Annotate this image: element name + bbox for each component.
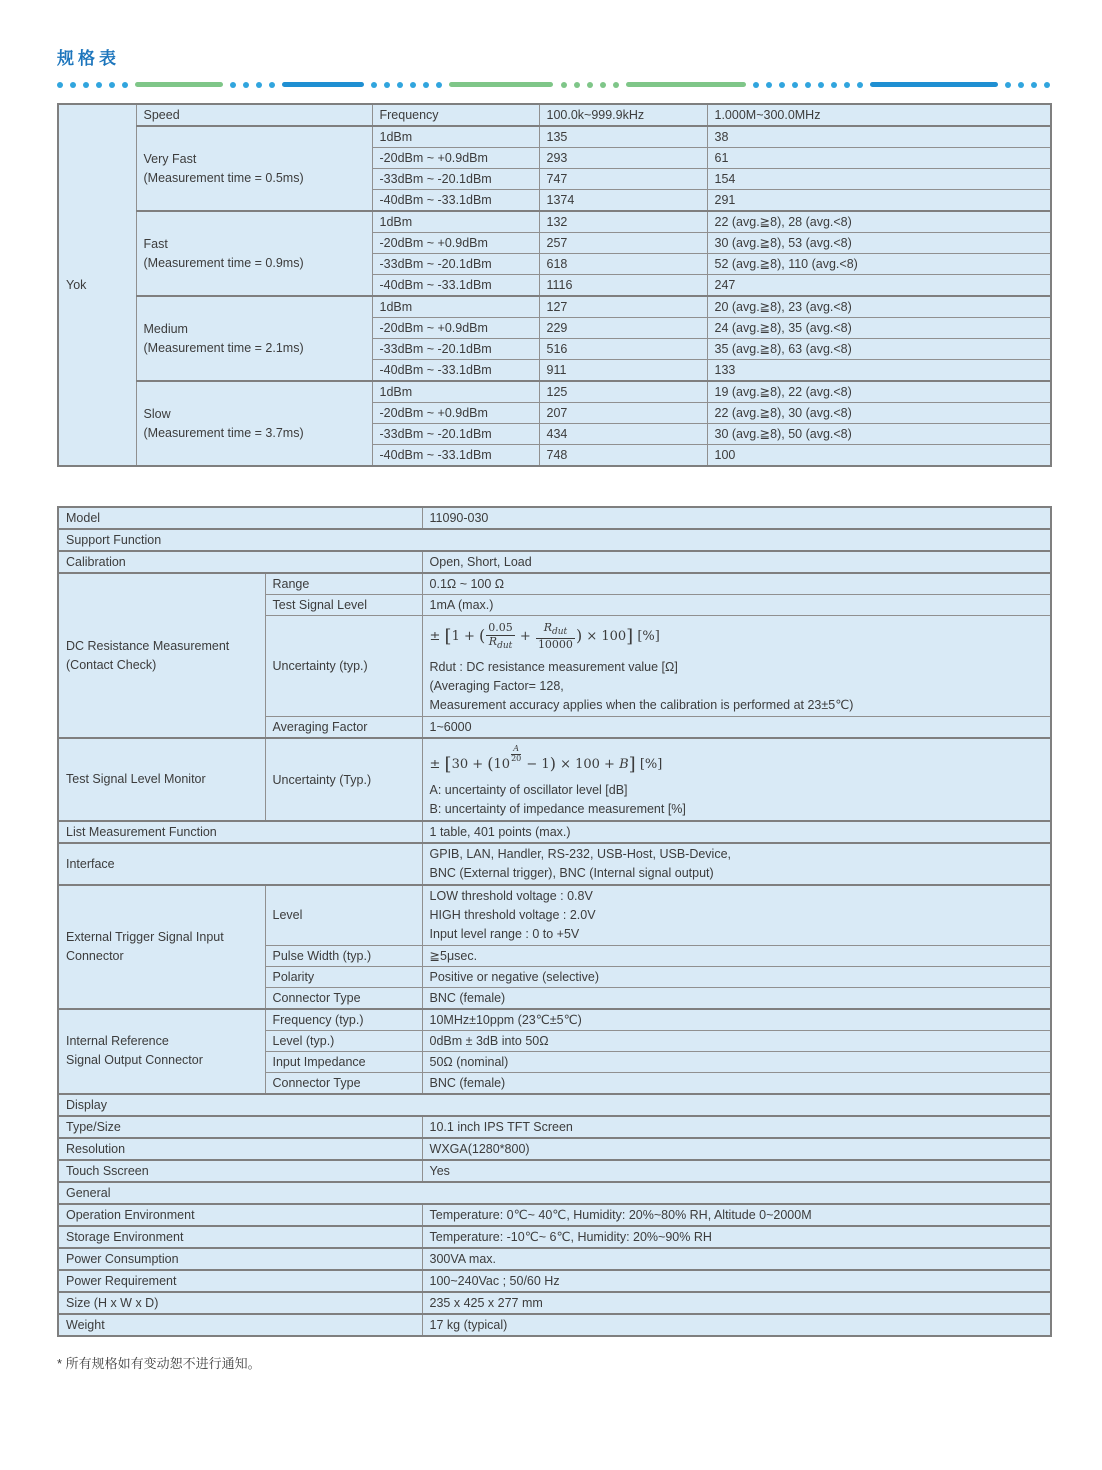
speed-range-cell: -33dBm ~ -20.1dBm <box>372 339 539 360</box>
speed-count-cell: 154 <box>707 169 1051 190</box>
spec-value-cell <box>422 885 1051 946</box>
spec-group-label-line: Test Signal Level Monitor <box>66 772 206 787</box>
deco-dot <box>1044 82 1050 88</box>
speed-group-name: Very Fast <box>143 151 197 166</box>
formula-paren: ) <box>549 753 556 773</box>
spec-sublabel-cell: Connector Type <box>265 1072 422 1094</box>
formula-variable: R <box>488 634 498 648</box>
formula-variable: B <box>619 756 629 772</box>
speed-header-cell: Frequency <box>372 104 539 126</box>
speed-range-cell: -20dBm ~ +0.9dBm <box>372 403 539 424</box>
spec-value-cell: Temperature: -10℃~ 6℃, Humidity: 20%~90% RH <box>422 1226 1051 1248</box>
speed-data-row <box>58 211 1051 233</box>
spec-row <box>58 1138 1051 1160</box>
speed-range-cell: -40dBm ~ -33.1dBm <box>372 190 539 212</box>
formula-paren: ( <box>479 626 486 646</box>
deco-dash <box>870 82 998 87</box>
formula-text: ± <box>429 756 445 772</box>
spec-row <box>58 1292 1051 1314</box>
deco-dot <box>779 82 785 88</box>
deco-dot-group <box>57 82 128 88</box>
speed-range-cell: 1dBm <box>372 381 539 403</box>
spec-value-cell <box>422 843 1051 885</box>
formula-subscript: dut <box>551 627 568 638</box>
fraction-numerator <box>536 622 575 639</box>
spec-value-line: Input level range : 0 to +5V <box>429 926 580 941</box>
deco-dash <box>449 82 553 87</box>
deco-dot <box>574 82 580 88</box>
formula-bracket: ] <box>628 753 636 775</box>
spec-sublabel-cell: Frequency (typ.) <box>265 1009 422 1031</box>
speed-range-cell: 1dBm <box>372 296 539 318</box>
speed-count-cell: 132 <box>539 211 707 233</box>
speed-count-cell: 257 <box>539 233 707 254</box>
spec-sheet-page <box>57 44 1050 1372</box>
spec-sublabel-cell: Pulse Width (typ.) <box>265 945 422 966</box>
spec-row <box>58 1116 1051 1138</box>
formula-expression <box>430 740 1044 777</box>
speed-range-cell: -40dBm ~ -33.1dBm <box>372 445 539 467</box>
spec-sublabel-cell: Uncertainty (Typ.) <box>265 738 422 821</box>
spec-value-cell: BNC (female) <box>422 1072 1051 1094</box>
speed-count-cell: 229 <box>539 318 707 339</box>
spec-label-cell: Operation Environment <box>58 1204 422 1226</box>
spec-value-line: HIGH threshold voltage : 2.0V <box>429 907 596 922</box>
speed-group-name: Medium <box>143 321 188 336</box>
deco-dot <box>600 82 606 88</box>
deco-dot <box>397 82 403 88</box>
formula-text: 10000 <box>537 637 573 651</box>
speed-count-cell: 434 <box>539 424 707 445</box>
spec-group-label-line: (Contact Check) <box>66 657 157 672</box>
deco-dot <box>371 82 377 88</box>
speed-group-time: (Measurement time = 0.5ms) <box>143 170 304 185</box>
spec-value-cell: 1 table, 401 points (max.) <box>422 821 1051 843</box>
speed-range-cell: 1dBm <box>372 126 539 148</box>
speed-count-cell: 22 (avg.≧8), 30 (avg.<8) <box>707 403 1051 424</box>
fraction-denominator: 20 <box>511 753 522 763</box>
deco-dot <box>844 82 850 88</box>
speed-range-cell: -20dBm ~ +0.9dBm <box>372 148 539 169</box>
spec-sublabel-cell: Test Signal Level <box>265 595 422 616</box>
spec-row <box>58 1248 1051 1270</box>
speed-group-time: (Measurement time = 3.7ms) <box>143 425 304 440</box>
speed-count-cell: 133 <box>707 360 1051 382</box>
deco-dot <box>96 82 102 88</box>
speed-range-cell: 1dBm <box>372 211 539 233</box>
spec-section-header: Display <box>58 1094 1051 1116</box>
speed-range-cell: -33dBm ~ -20.1dBm <box>372 169 539 190</box>
formula-text: × 100 + <box>555 756 620 772</box>
spec-subrow <box>58 573 1051 595</box>
spec-subrow <box>58 885 1051 946</box>
deco-dot-group <box>230 82 275 88</box>
deco-dot <box>269 82 275 88</box>
speed-header-cell: 100.0k~999.9kHz <box>539 104 707 126</box>
deco-dot <box>766 82 772 88</box>
formula-paren: ) <box>575 626 583 646</box>
speed-count-cell: 61 <box>707 148 1051 169</box>
speed-data-row <box>58 381 1051 403</box>
formula-text: [%] <box>633 629 660 645</box>
spec-value-cell <box>422 616 1051 717</box>
spec-group-label <box>58 573 265 738</box>
deco-dot <box>753 82 759 88</box>
formula-fraction <box>535 622 576 651</box>
deco-dot <box>423 82 429 88</box>
spec-value-cell: ≧5μsec. <box>422 945 1051 966</box>
deco-dot <box>1031 82 1037 88</box>
page-title: 规格表 <box>57 49 120 68</box>
spec-subrow <box>58 1009 1051 1031</box>
speed-group-label <box>136 381 372 466</box>
spec-value-cell: 50Ω (nominal) <box>422 1051 1051 1072</box>
formula-text: 30 + <box>451 756 488 772</box>
spec-row <box>58 1314 1051 1336</box>
speed-count-cell: 30 (avg.≧8), 50 (avg.<8) <box>707 424 1051 445</box>
spec-section-row <box>58 529 1051 551</box>
fraction-denominator <box>486 636 515 652</box>
formula-text: 0.05 <box>488 621 513 634</box>
speed-count-cell: 125 <box>539 381 707 403</box>
formula-note-line: Rdut : DC resistance measurement value [Ω] <box>429 660 678 675</box>
speed-count-cell: 618 <box>539 254 707 275</box>
speed-group-label <box>136 126 372 211</box>
speed-count-cell: 52 (avg.≧8), 110 (avg.<8) <box>707 254 1051 275</box>
formula-text: + <box>515 629 535 645</box>
spec-table <box>57 506 1052 1337</box>
speed-group-name: Slow <box>143 406 171 421</box>
spec-label-cell: Resolution <box>58 1138 422 1160</box>
speed-count-cell: 911 <box>539 360 707 382</box>
spec-value-cell: 1~6000 <box>422 717 1051 739</box>
spec-label-cell: Size (H x W x D) <box>58 1292 422 1314</box>
deco-dot <box>1018 82 1024 88</box>
speed-data-row <box>58 296 1051 318</box>
spec-label-cell: Touch Sscreen <box>58 1160 422 1182</box>
formula-note-line: Measurement accuracy applies when the calibration is performed at 23±5℃) <box>429 698 854 713</box>
formula-exponent-fraction <box>511 745 521 764</box>
speed-range-cell: -40dBm ~ -33.1dBm <box>372 360 539 382</box>
speed-count-cell: 24 (avg.≧8), 35 (avg.<8) <box>707 318 1051 339</box>
fraction-numerator: A <box>511 745 521 755</box>
deco-dot <box>122 82 128 88</box>
deco-dot <box>57 82 63 88</box>
speed-header-cell: Speed <box>136 104 372 126</box>
formula-note-line: (Averaging Factor= 128, <box>429 679 564 694</box>
fraction-numerator <box>486 622 515 636</box>
deco-dot <box>243 82 249 88</box>
deco-dot <box>256 82 262 88</box>
deco-dash <box>626 82 746 87</box>
spec-row <box>58 507 1051 529</box>
spec-row <box>58 1226 1051 1248</box>
formula-bracket: [ <box>444 626 452 648</box>
spec-sublabel-cell: Connector Type <box>265 987 422 1009</box>
spec-label-cell: Power Consumption <box>58 1248 422 1270</box>
spec-label-cell: Model <box>58 507 422 529</box>
spec-label-cell: Type/Size <box>58 1116 422 1138</box>
deco-dot-group <box>1005 82 1050 88</box>
speed-range-cell: -40dBm ~ -33.1dBm <box>372 275 539 297</box>
spec-value-cell: 1mA (max.) <box>422 595 1051 616</box>
deco-dot-group <box>561 82 619 88</box>
spec-value-cell: 100~240Vac ; 50/60 Hz <box>422 1270 1051 1292</box>
spec-row <box>58 843 1051 885</box>
spec-subrow <box>58 738 1051 821</box>
spec-value-cell: 10MHz±10ppm (23℃±5℃) <box>422 1009 1051 1031</box>
speed-header-cell: 1.000M~300.0MHz <box>707 104 1051 126</box>
deco-dot <box>818 82 824 88</box>
deco-dot-group <box>371 82 442 88</box>
spec-group-label-line: DC Resistance Measurement <box>66 638 230 653</box>
speed-count-cell: 127 <box>539 296 707 318</box>
formula-note-line: B: uncertainty of impedance measurement [%] <box>429 801 686 816</box>
deco-dot <box>109 82 115 88</box>
spec-row <box>58 1160 1051 1182</box>
spec-group-label-line: Connector <box>66 948 124 963</box>
spec-value-cell: BNC (female) <box>422 987 1051 1009</box>
speed-range-cell: -20dBm ~ +0.9dBm <box>372 233 539 254</box>
speed-group-label <box>136 211 372 296</box>
deco-dot-group <box>753 82 863 88</box>
spec-row <box>58 1204 1051 1226</box>
deco-dot <box>1005 82 1011 88</box>
speed-range-cell: -33dBm ~ -20.1dBm <box>372 254 539 275</box>
speed-count-cell: 30 (avg.≧8), 53 (avg.<8) <box>707 233 1051 254</box>
formula-bracket: [ <box>444 753 452 775</box>
speed-group-label <box>136 296 372 381</box>
spec-value-cell: 300VA max. <box>422 1248 1051 1270</box>
spec-row <box>58 821 1051 843</box>
spec-value-cell: WXGA(1280*800) <box>422 1138 1051 1160</box>
spec-sublabel-cell: Input Impedance <box>265 1051 422 1072</box>
deco-dot <box>70 82 76 88</box>
fraction-denominator <box>536 639 575 652</box>
spec-label-cell: Calibration <box>58 551 422 573</box>
spec-row <box>58 1270 1051 1292</box>
spec-sublabel-cell: Averaging Factor <box>265 717 422 739</box>
spec-row <box>58 551 1051 573</box>
deco-dot <box>792 82 798 88</box>
spec-section-row <box>58 1182 1051 1204</box>
formula-variable: R <box>543 621 552 634</box>
formula-text: − 1 <box>522 756 550 772</box>
speed-range-cell: -33dBm ~ -20.1dBm <box>372 424 539 445</box>
spec-value-cell: 0dBm ± 3dB into 50Ω <box>422 1030 1051 1051</box>
speed-count-cell: 1374 <box>539 190 707 212</box>
speed-count-cell: 100 <box>707 445 1051 467</box>
spec-label-cell: Interface <box>58 843 422 885</box>
spec-section-header: Support Function <box>58 529 1051 551</box>
formula-note-line: A: uncertainty of oscillator level [dB] <box>429 782 628 797</box>
speed-count-cell: 291 <box>707 190 1051 212</box>
speed-count-cell: 207 <box>539 403 707 424</box>
spec-label-cell: Power Requirement <box>58 1270 422 1292</box>
speed-side-label: Yok <box>58 104 136 466</box>
speed-count-cell: 747 <box>539 169 707 190</box>
spec-group-label-line: Signal Output Connector <box>66 1053 203 1068</box>
speed-count-cell: 20 (avg.≧8), 23 (avg.<8) <box>707 296 1051 318</box>
spec-sublabel-cell: Uncertainty (typ.) <box>265 616 422 717</box>
deco-dot <box>561 82 567 88</box>
spec-section-header: General <box>58 1182 1051 1204</box>
formula-text: ± <box>429 629 445 645</box>
spec-value-cell: Open, Short, Load <box>422 551 1051 573</box>
deco-dot <box>805 82 811 88</box>
speed-count-cell: 22 (avg.≧8), 28 (avg.<8) <box>707 211 1051 233</box>
spec-sublabel-cell: Level (typ.) <box>265 1030 422 1051</box>
deco-dash <box>282 82 364 87</box>
speed-range-cell: -20dBm ~ +0.9dBm <box>372 318 539 339</box>
spec-value-cell <box>422 738 1051 821</box>
spec-value-line: BNC (External trigger), BNC (Internal signal output) <box>429 865 714 880</box>
speed-count-cell: 293 <box>539 148 707 169</box>
spec-sublabel-cell: Level <box>265 885 422 946</box>
spec-value-cell: Yes <box>422 1160 1051 1182</box>
speed-count-cell: 38 <box>707 126 1051 148</box>
spec-value-cell: Temperature: 0℃~ 40℃, Humidity: 20%~80% RH, Altitude 0~2000M <box>422 1204 1051 1226</box>
deco-dot <box>410 82 416 88</box>
spec-value-cell: 17 kg (typical) <box>422 1314 1051 1336</box>
decorative-divider <box>57 81 1050 88</box>
spec-value-cell: 10.1 inch IPS TFT Screen <box>422 1116 1051 1138</box>
speed-count-cell: 19 (avg.≧8), 22 (avg.<8) <box>707 381 1051 403</box>
spec-value-line: GPIB, LAN, Handler, RS-232, USB-Host, USB-Device, <box>429 846 732 861</box>
spec-group-label-line: External Trigger Signal Input <box>66 929 224 944</box>
speed-count-cell: 748 <box>539 445 707 467</box>
speed-group-time: (Measurement time = 0.9ms) <box>143 255 304 270</box>
spec-sublabel-cell: Range <box>265 573 422 595</box>
speed-group-time: (Measurement time = 2.1ms) <box>143 340 304 355</box>
speed-header-row <box>58 104 1051 126</box>
spec-label-cell: Weight <box>58 1314 422 1336</box>
deco-dot <box>831 82 837 88</box>
spec-label-cell: List Measurement Function <box>58 821 422 843</box>
spec-label-cell: Storage Environment <box>58 1226 422 1248</box>
formula-paren: ( <box>487 753 494 773</box>
speed-count-cell: 135 <box>539 126 707 148</box>
formula-text: [%] <box>635 756 663 772</box>
deco-dot <box>230 82 236 88</box>
speed-count-cell: 1116 <box>539 275 707 297</box>
spec-value-cell: 235 x 425 x 277 mm <box>422 1292 1051 1314</box>
spec-value-line: LOW threshold voltage : 0.8V <box>429 888 593 903</box>
deco-dot <box>436 82 442 88</box>
formula-text: × 100 <box>582 629 627 645</box>
speed-group-name: Fast <box>143 236 168 251</box>
formula-bracket: ] <box>626 626 634 648</box>
spec-group-label <box>58 1009 265 1094</box>
spec-section-row <box>58 1094 1051 1116</box>
deco-dot <box>857 82 863 88</box>
deco-dot <box>587 82 593 88</box>
deco-dot <box>83 82 89 88</box>
formula-subscript: dut <box>497 640 513 651</box>
formula-notes <box>430 781 1044 819</box>
formula-expression <box>430 617 1044 654</box>
deco-dot <box>613 82 619 88</box>
speed-count-cell: 247 <box>707 275 1051 297</box>
spec-value-cell: Positive or negative (selective) <box>422 966 1051 987</box>
deco-dash <box>135 82 223 87</box>
speed-table <box>57 103 1052 467</box>
formula-notes <box>430 658 1044 715</box>
speed-count-cell: 516 <box>539 339 707 360</box>
speed-data-row <box>58 126 1051 148</box>
spec-sublabel-cell: Polarity <box>265 966 422 987</box>
deco-dot <box>384 82 390 88</box>
formula-text: 10 <box>493 756 511 772</box>
footnote: * 所有规格如有变动恕不进行通知。 <box>57 1355 261 1371</box>
spec-group-label <box>58 738 265 821</box>
spec-group-label <box>58 885 265 1009</box>
spec-group-label-line: Internal Reference <box>66 1034 169 1049</box>
formula-fraction <box>485 622 516 651</box>
speed-count-cell: 35 (avg.≧8), 63 (avg.<8) <box>707 339 1051 360</box>
formula-text: 1 + <box>451 629 480 645</box>
spec-value-cell: 11090-030 <box>422 507 1051 529</box>
spec-value-cell: 0.1Ω ~ 100 Ω <box>422 573 1051 595</box>
